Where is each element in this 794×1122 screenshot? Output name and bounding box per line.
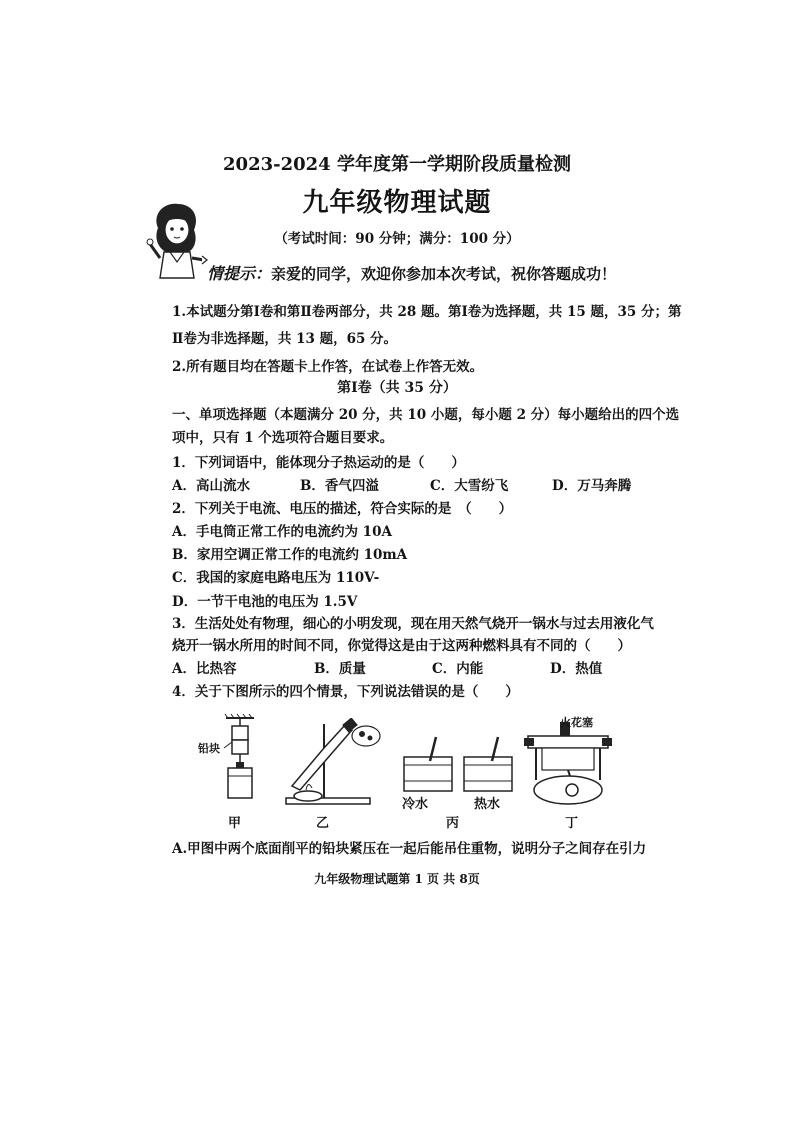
q3-stem-line1: 3．生活处处有物理，细心的小明发现，现在用天然气烧开一锅水与过去用液化气 <box>172 616 654 632</box>
q2-option-a: A．手电筒正常工作的电流约为 10A <box>172 524 392 540</box>
page-footer: 九年级物理试题第 1 页 共 8页 <box>314 872 480 886</box>
tip-label: 情提示： <box>207 264 272 283</box>
q1-stem: 1．下列词语中，能体现分子热运动的是（ ） <box>172 455 465 471</box>
q4-option-a: A.甲图中两个底面削平的铅块紧压在一起后能吊住重物，说明分子之间存在引力 <box>172 841 647 857</box>
q3-option-a: A．比热容 <box>172 661 237 677</box>
figure-bing-label: 丙 <box>446 816 460 831</box>
section-intro-line2: 项中，只有 1 个选项符合题目要求。 <box>172 430 394 446</box>
q1-option-c: C．大雪纷飞 <box>430 478 509 494</box>
note1-line1: 1.本试题分第Ⅰ卷和第Ⅱ卷两部分，共 28 题。第Ⅰ卷为选择题，共 15 题，35 分；第 <box>172 304 682 320</box>
q3-option-c: C．内能 <box>432 661 484 677</box>
figure-jia-label: 甲 <box>228 816 242 831</box>
section-intro-line1: 一、单项选择题（本题满分 20 分，共 10 小题，每小题 2 分）每小题给出的四个选 <box>172 407 680 423</box>
section-title: 第Ⅰ卷（共 35 分） <box>337 380 457 396</box>
q3-stem-line2: 烧开一锅水所用的时间不同，你觉得这是由于这两种燃料具有不同的（ ） <box>172 638 631 654</box>
spark-plug-label: 火花塞 <box>560 716 593 729</box>
cold-water-label: 冷水 <box>402 797 429 812</box>
term-title: 2023-2024 学年度第一学期阶段质量检测 <box>223 154 571 175</box>
q1-option-a: A．高山流水 <box>172 478 250 494</box>
q1-option-d: D．万马奔腾 <box>552 478 632 494</box>
q3-option-d: D．热值 <box>550 661 603 677</box>
girl-cartoon-illustration <box>146 200 208 282</box>
note1-line2: Ⅱ卷为非选择题，共 13 题，65 分。 <box>172 331 398 347</box>
q2-option-c: C．我国的家庭电路电压为 110V- <box>172 570 380 586</box>
figure-ding-label: 丁 <box>565 816 579 831</box>
lead-block-label: 铅块 <box>198 742 220 755</box>
exam-info: （考试时间：90 分钟；满分：100 分） <box>274 231 520 247</box>
q2-stem: 2．下列关于电流、电压的描述，符合实际的是 （ ） <box>172 501 513 517</box>
paper-title: 九年级物理试题 <box>302 188 492 218</box>
q1-option-b: B．香气四溢 <box>300 478 379 494</box>
q3-option-b: B．质量 <box>314 661 366 677</box>
tip-line <box>207 261 616 284</box>
figure-jia-lead-blocks <box>196 712 266 804</box>
figure-yi-test-tube-apparatus <box>270 718 382 806</box>
note2: 2.所有题目均在答题卡上作答，在试卷上作答无效。 <box>172 359 484 375</box>
q4-stem: 4．关于下图所示的四个情景，下列说法错误的是（ ） <box>172 684 519 700</box>
q2-option-b: B．家用空调正常工作的电流约 10mA <box>172 547 408 563</box>
q2-option-d: D．一节干电池的电压为 1.5V <box>172 594 358 610</box>
hot-water-label: 热水 <box>474 797 501 812</box>
figure-bing-beakers <box>398 735 518 793</box>
tip-text: 亲爱的同学，欢迎你参加本次考试，祝你答题成功！ <box>271 265 617 283</box>
figure-yi-label: 乙 <box>316 816 330 831</box>
